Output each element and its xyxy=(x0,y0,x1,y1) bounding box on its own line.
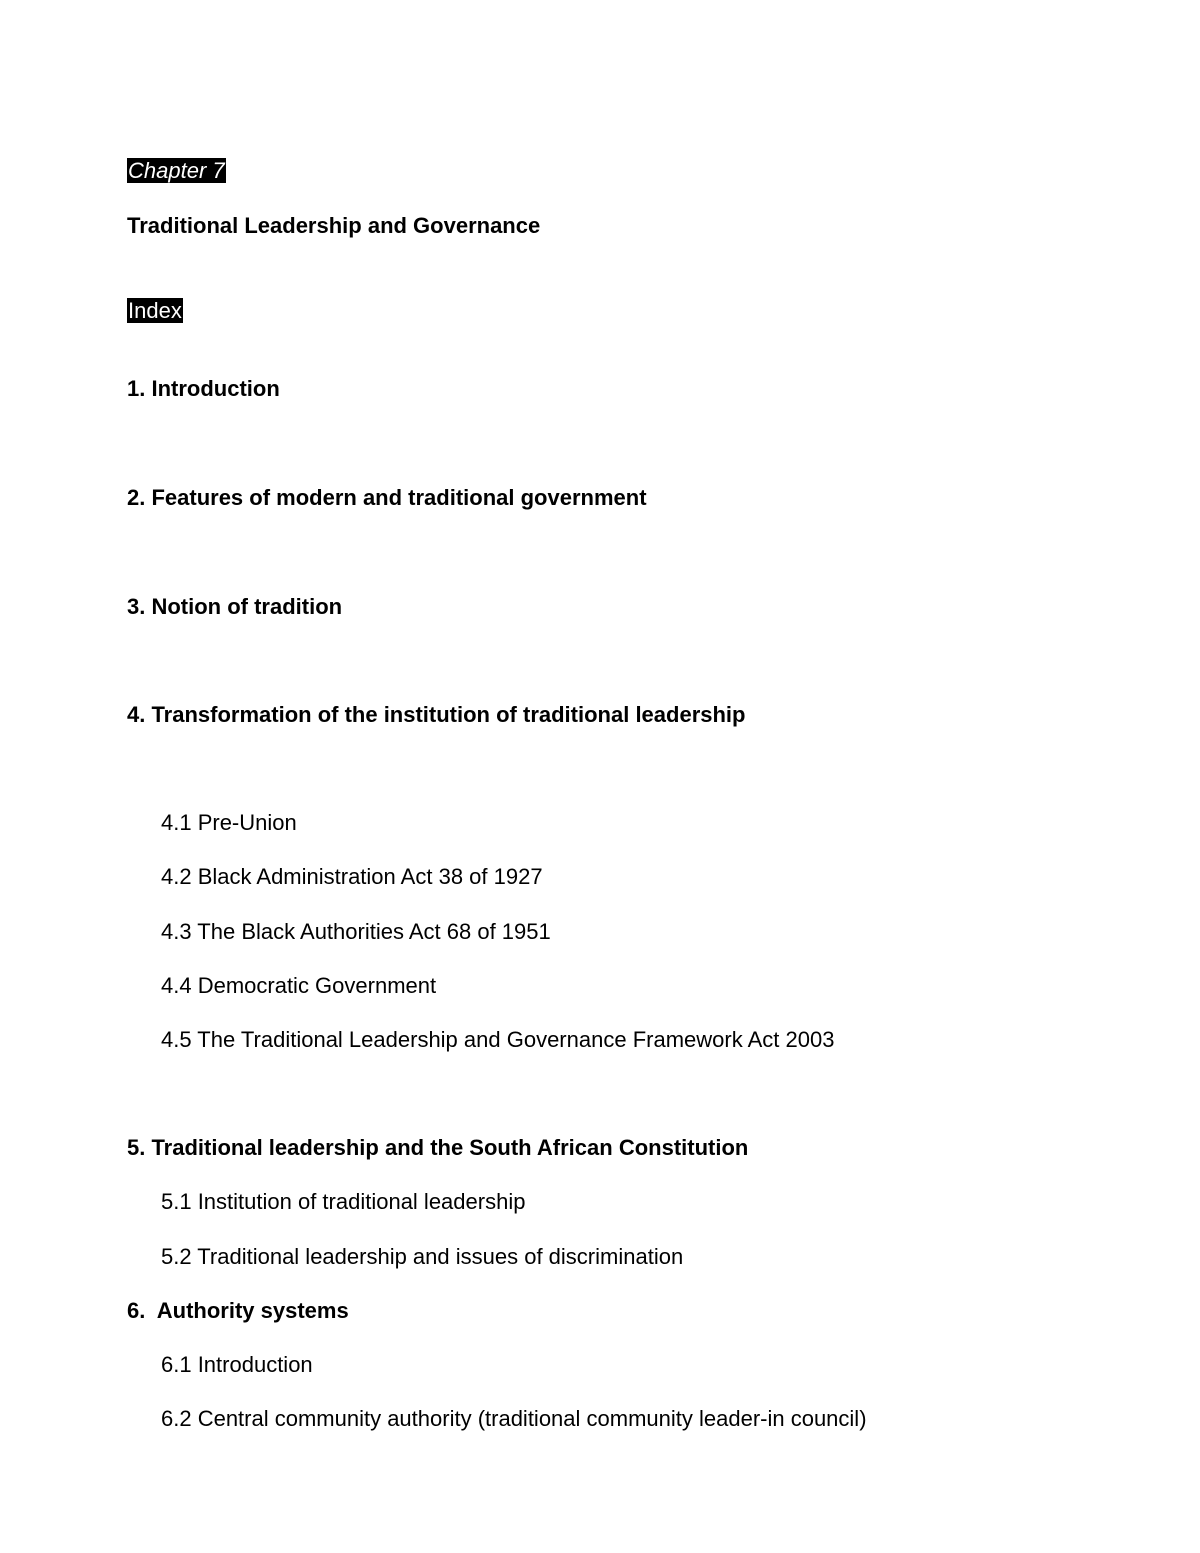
chapter-label-text: Chapter 7 xyxy=(128,158,225,183)
toc-subsection-6-2: 6.2 Central community authority (traditional community leader-in council) xyxy=(161,1406,867,1431)
toc-section-6: 6. Authority systems xyxy=(127,1298,349,1323)
toc-subsection-4-4: 4.4 Democratic Government xyxy=(161,973,437,998)
document-title: Traditional Leadership and Governance xyxy=(127,213,541,238)
toc-section-4: 4. Transformation of the institution of traditional leadership xyxy=(127,702,746,727)
index-label-text: Index xyxy=(128,298,182,323)
toc-subsection-4-2: 4.2 Black Administration Act 38 of 1927 xyxy=(161,864,543,889)
toc-subsection-5-2: 5.2 Traditional leadership and issues of discrimination xyxy=(161,1244,684,1269)
index-label xyxy=(127,298,183,324)
toc-section-5: 5. Traditional leadership and the South African Constitution xyxy=(127,1135,749,1160)
toc-subsection-4-1: 4.1 Pre-Union xyxy=(161,810,297,835)
toc-subsection-4-5: 4.5 The Traditional Leadership and Governance Framework Act 2003 xyxy=(161,1027,835,1052)
toc-section-1: 1. Introduction xyxy=(127,376,280,401)
toc-section-3: 3. Notion of tradition xyxy=(127,594,343,619)
toc-subsection-4-3: 4.3 The Black Authorities Act 68 of 1951 xyxy=(161,919,551,944)
chapter-label xyxy=(127,158,226,184)
toc-subsection-5-1: 5.1 Institution of traditional leadership xyxy=(161,1189,526,1214)
toc-section-2: 2. Features of modern and traditional government xyxy=(127,485,647,510)
toc-subsection-6-1: 6.1 Introduction xyxy=(161,1352,313,1377)
